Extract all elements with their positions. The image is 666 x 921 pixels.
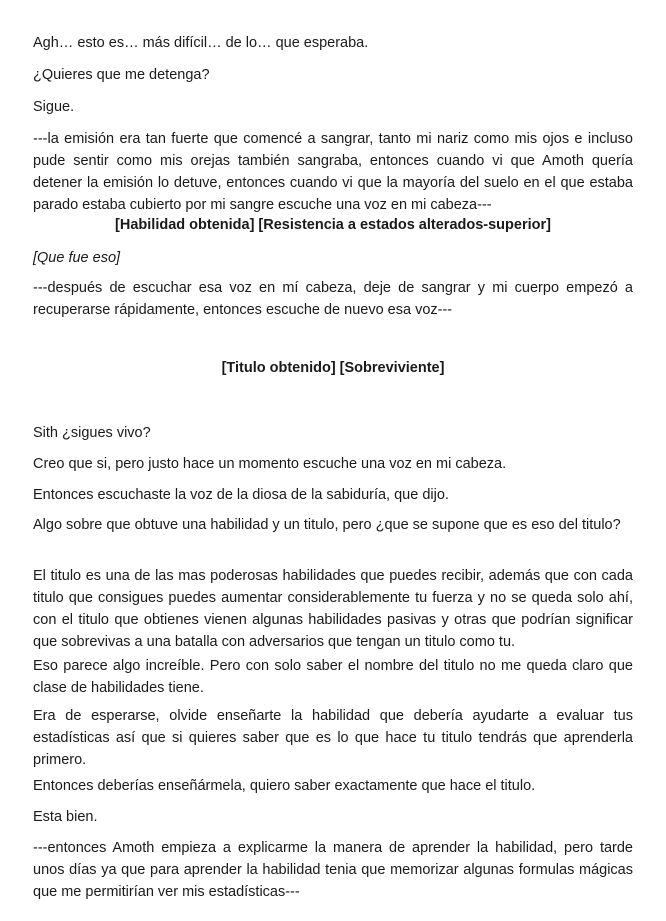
paragraph-10: El titulo es una de las mas poderosas habilidades que puedes recibir, además que con cada titulo que consigues puedes aumentar considerablemente tu fuerza y no se queda solo ahí, con el titulo que obtienes vienen algunas habilidades pasivas y otras que podrían significar que sobrevivas a una batalla con adversarios que tengan un titulo como tu. bbox=[33, 568, 633, 650]
paragraph-13: Entonces deberías enseñármela, quiero saber exactamente que hace el titulo. bbox=[33, 778, 536, 794]
paragraph-14: Esta bien. bbox=[33, 809, 98, 825]
paragraph-12: Era de esperarse, olvide enseñarte la habilidad que debería ayudarte a evaluar tus estadísticas así que si quieres saber que es lo que hace tu titulo tendrás que aprenderla primero. bbox=[33, 708, 633, 768]
skill-obtained-heading: [Habilidad obtenida] [Resistencia a estados alterados-superior] bbox=[115, 217, 551, 233]
title-obtained-heading: [Titulo obtenido] [Sobreviviente] bbox=[221, 360, 445, 376]
paragraph-3: Sigue. bbox=[33, 99, 75, 115]
paragraph-15: ---entonces Amoth empieza a explicarme la manera de aprender la habilidad, pero tarde unos días ya que para aprender la habilidad tenia que memorizar algunas formulas mágicas que me permitirían ver mis estadísticas--- bbox=[33, 840, 633, 900]
paragraph-11: Eso parece algo increíble. Pero con solo saber el nombre del titulo no me queda claro que clase de habilidades tiene. bbox=[33, 658, 633, 696]
paragraph-1: Agh… esto es… más difícil… de lo… que esperaba. bbox=[33, 35, 369, 51]
paragraph-thought: [Que fue eso] bbox=[33, 250, 121, 266]
paragraph-7: Creo que si, pero justo hace un momento escuche una voz en mi cabeza. bbox=[33, 456, 507, 472]
paragraph-9: Algo sobre que obtuve una habilidad y un titulo, pero ¿que se supone que es eso del titulo? bbox=[33, 517, 621, 533]
paragraph-4: ---la emisión era tan fuerte que comencé a sangrar, tanto mi nariz como mis ojos e incluso pude sentir como mis orejas también sangraba, entonces cuando vi que Amoth quería detener la emisión lo detuve, entonces cuando vi que la mayoría del suelo en el que estaba parado estaba cubierto por mi sangre escuche una voz en mi cabeza--- bbox=[33, 131, 633, 213]
paragraph-8: Entonces escuchaste la voz de la diosa de la sabiduría, que dijo. bbox=[33, 487, 449, 503]
paragraph-6: Sith ¿sigues vivo? bbox=[33, 425, 151, 441]
paragraph-5: ---después de escuchar esa voz en mí cabeza, deje de sangrar y mi cuerpo empezó a recuperarse rápidamente, entonces escuche de nuevo esa voz--- bbox=[33, 280, 633, 318]
paragraph-2: ¿Quieres que me detenga? bbox=[33, 67, 210, 83]
